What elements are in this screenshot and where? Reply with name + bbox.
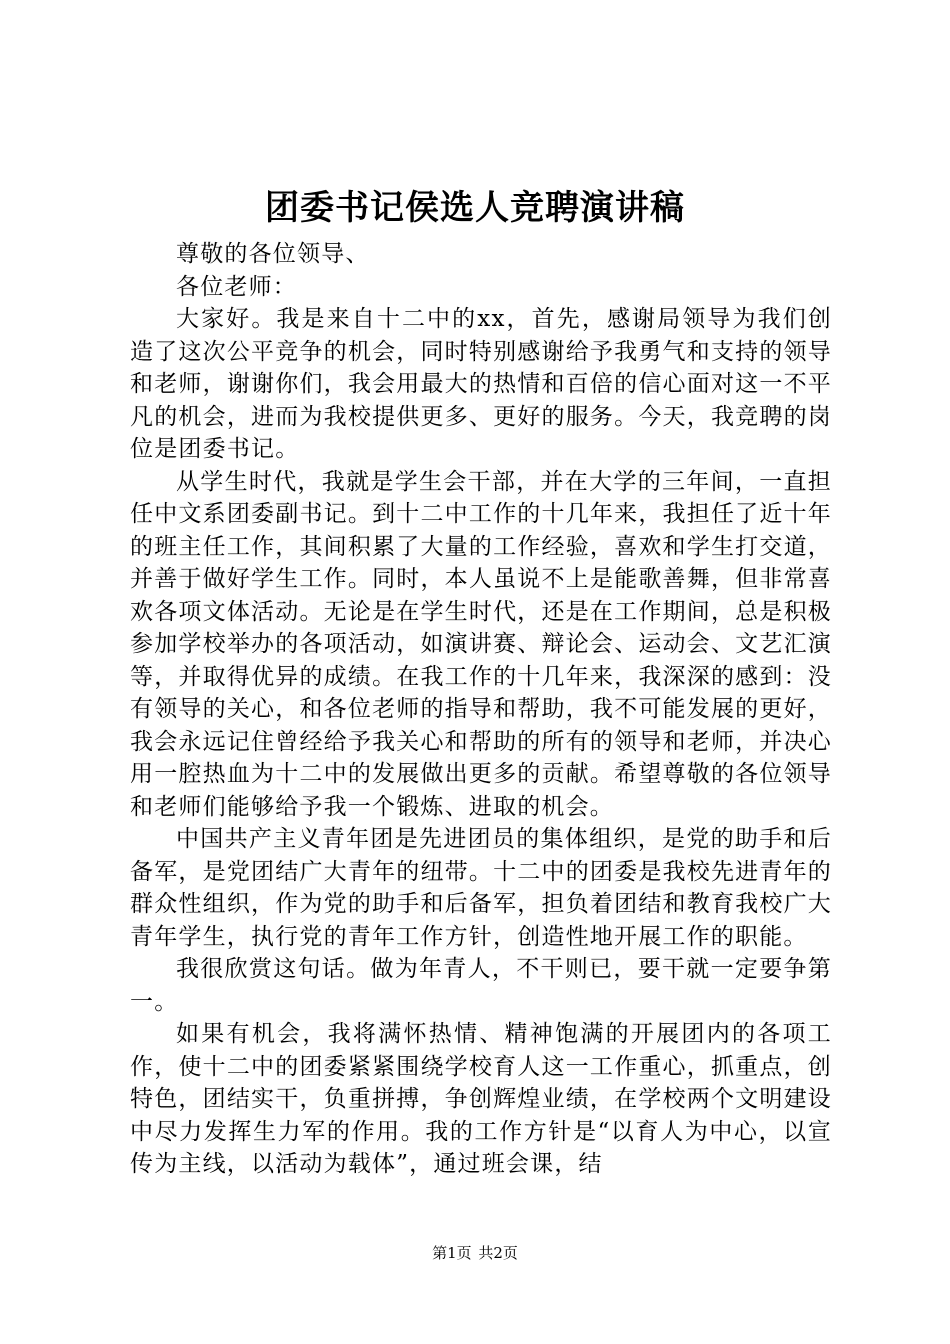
document-body [130, 238, 832, 1181]
salutation-line-1: 尊敬的各位领导、 [176, 241, 370, 267]
paragraph-experience: 从学生时代，我就是学生会干部，并在大学的三年间，一直担任中文系团委副书记。到十二中工作的十几年来，我担任了近十年的班主任工作，其间积累了大量的工作经验，喜欢和学生打交道，并善于做好学生工作。同时，本人虽说不上是能歌善舞，但非常喜欢各项文体活动。无论是在学生时代，还是在工作期间，总是积极参加学校举办的各项活动，如演讲赛、辩论会、运动会、文艺汇演等，并取得优异的成绩。在我工作的十几年来，我深深的感到：没有领导的关心，和各位老师的指导和帮助，我不可能发展的更好，我会永远记住曾经给予我关心和帮助的所有的领导和老师，并决心用一腔热血为十二中的发展做出更多的贡献。希望尊敬的各位领导和老师们能够给予我一个锻炼、进取的机会。 [130, 468, 832, 820]
page-total: 共2页 [478, 1244, 518, 1262]
paragraph-motto: 我很欣赏这句话。做为年青人，不干则已，要干就一定要争第一。 [130, 956, 832, 1015]
document-title: 团委书记侯选人竞聘演讲稿 [265, 188, 685, 228]
salutation-line-2: 各位老师： [176, 273, 297, 300]
paragraph-greeting: 大家好。我是来自十二中的xx，首先，感谢局领导为我们创造了这次公平竞争的机会，同时特别感谢给予我勇气和支持的领导和老师，谢谢你们，我会用最大的热情和百倍的信心面对这一不平凡的机会，进而为我校提供更多、更好的服务。今天，我竞聘的岗位是团委书记。 [130, 306, 832, 462]
page-footer [0, 1243, 950, 1263]
paragraph-plan: 如果有机会，我将满怀热情、精神饱满的开展团内的各项工作，使十二中的团委紧紧围绕学校育人这一工作重心，抓重点，创特色，团结实干，负重拼搏，争创辉煌业绩，在学校两个文明建设中尽力发挥生力军的作用。我的工作方针是“以育人为中心，以宣传为主线，以活动为载体”，通过班会课，结 [130, 1021, 832, 1177]
paragraph-league-role: 中国共产主义青年团是先进团员的集体组织，是党的助手和后备军，是党团结广大青年的纽带。十二中的团委是我校先进青年的群众性组织，作为党的助手和后备军，担负着团结和教育我校广大青年学生，执行党的青年工作方针，创造性地开展工作的职能。 [130, 826, 832, 950]
page-number: 第1页 [432, 1244, 472, 1262]
